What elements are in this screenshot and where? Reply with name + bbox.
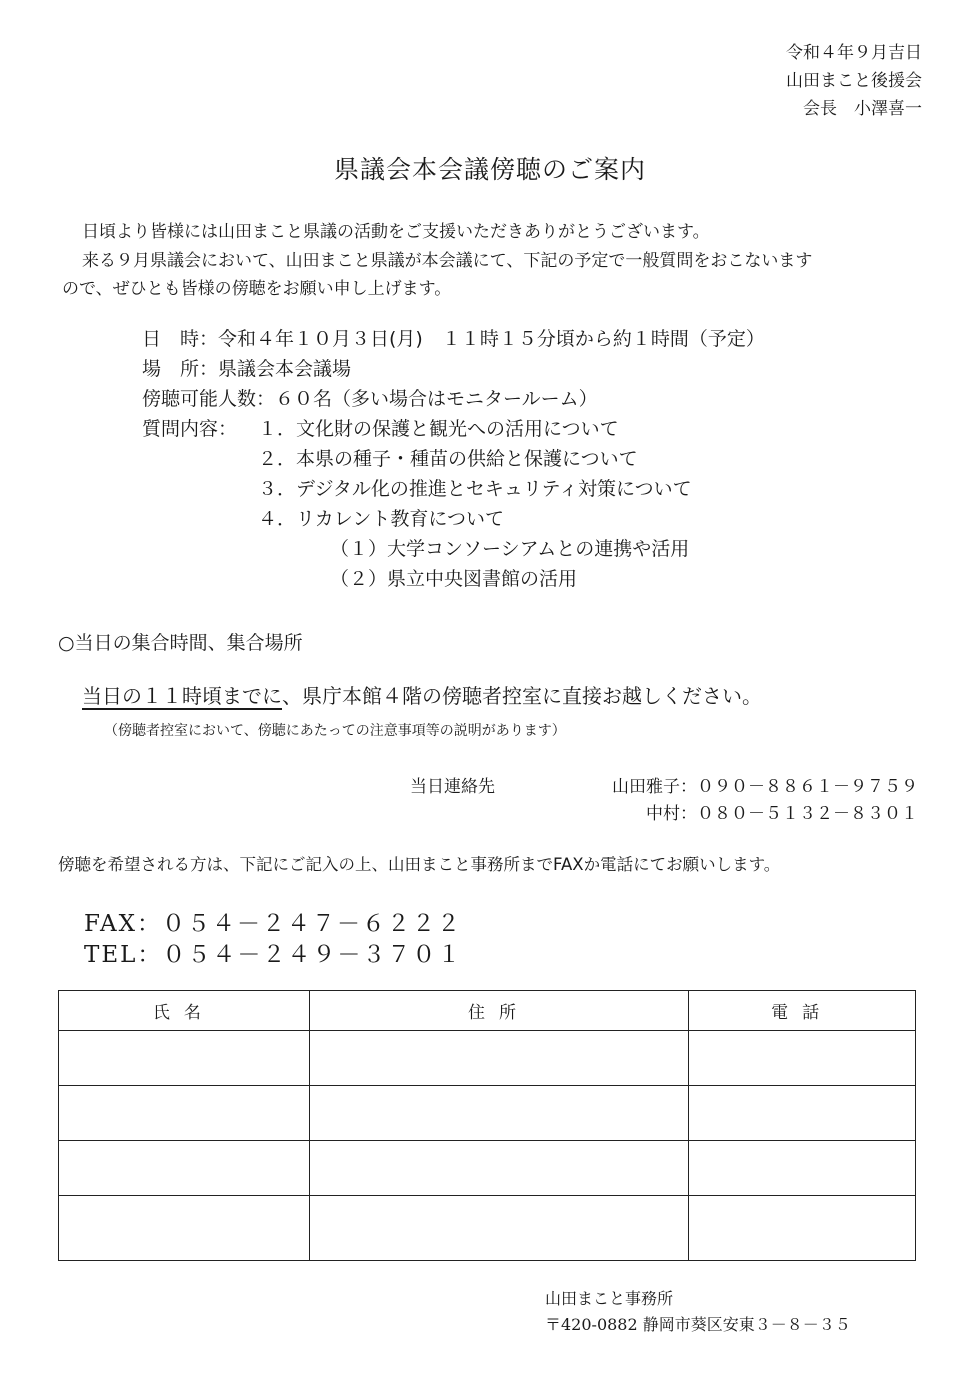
meeting-location: 、県庁本館４階の傍聴者控室に直接お越しください。 (282, 684, 762, 708)
table-row (59, 1141, 916, 1196)
footer-office: 山田まこと事務所 (545, 1289, 674, 1308)
column-header-name: 氏名 (59, 991, 310, 1031)
meeting-instruction (82, 680, 762, 709)
event-place: 場 所：県議会本会議場 (142, 358, 352, 380)
name-cell[interactable] (59, 1141, 310, 1196)
address-cell[interactable] (309, 1141, 689, 1196)
question-4-sub-1: （１）大学コンソーシアムとの連携や活用 (330, 538, 690, 560)
name-cell[interactable] (59, 1031, 310, 1086)
phone-cell[interactable] (689, 1141, 916, 1196)
application-table (58, 990, 916, 1261)
contact-nakamura: 中村：０８０－５１３２－８３０１ (646, 804, 918, 824)
questions-label: 質問内容： (142, 418, 238, 440)
meeting-deadline: 当日の１１時頃までに (82, 684, 282, 708)
name-cell[interactable] (59, 1196, 310, 1261)
column-header-phone: 電話 (689, 991, 916, 1031)
event-datetime: 日 時：令和４年１０月３日(月) １１時１５分頃から約１時間（予定） (142, 328, 765, 350)
table-row (59, 1196, 916, 1261)
intro-line-2: 来る９月県議会において、山田まこと県議が本会議にて、下記の予定で一般質問をおこないます (82, 251, 813, 271)
name-cell[interactable] (59, 1086, 310, 1141)
question-1: １．文化財の保護と観光への活用について (258, 418, 619, 440)
table-row (59, 1031, 916, 1086)
phone-cell[interactable] (689, 1086, 916, 1141)
organization-name: 山田まこと後援会 (786, 71, 922, 91)
contact-yamada: 山田雅子：０９０－８８６１－９７５９ (612, 777, 918, 797)
president-name: 会長 小澤喜一 (803, 99, 922, 119)
question-4-sub-2: （２）県立中央図書館の活用 (330, 568, 578, 590)
contact-label: 当日連絡先 (410, 777, 495, 797)
tel-number: TEL：０５４－２４９－３７０１ (84, 942, 463, 968)
question-4: ４．リカレント教育について (258, 508, 504, 530)
table-header-row (59, 991, 916, 1031)
question-2: ２．本県の種子・種苗の供給と保護について (258, 448, 638, 470)
address-cell[interactable] (309, 1086, 689, 1141)
phone-cell[interactable] (689, 1031, 916, 1086)
meeting-heading: ○当日の集合時間、集合場所 (58, 632, 303, 654)
intro-line-1: 日頃より皆様には山田まこと県議の活動をご支援いただきありがとうございます。 (82, 222, 710, 242)
address-cell[interactable] (309, 1196, 689, 1261)
column-header-address: 住所 (309, 991, 689, 1031)
phone-cell[interactable] (689, 1196, 916, 1261)
meeting-note: （傍聴者控室において、傍聴にあたっての注意事項等の説明があります） (104, 723, 566, 739)
fax-number: FAX：０５４－２４７－６２２２ (84, 911, 462, 937)
issue-date: 令和４年９月吉日 (786, 43, 922, 63)
intro-line-3: ので、ぜひとも皆様の傍聴をお願い申し上げます。 (62, 279, 452, 299)
question-3: ３．デジタル化の推進とセキュリティ対策について (258, 478, 692, 500)
table-row (59, 1086, 916, 1141)
address-cell[interactable] (309, 1031, 689, 1086)
event-capacity: 傍聴可能人数：６０名（多い場合はモニタールーム） (142, 388, 598, 410)
footer-address: 〒420-0882 静岡市葵区安東３－８－３５ (545, 1315, 851, 1334)
request-text: 傍聴を希望される方は、下記にご記入の上、山田まこと事務所までFAXか電話にてお願いします。 (58, 855, 781, 874)
document-title: 県議会本会議傍聴のご案内 (333, 155, 646, 184)
